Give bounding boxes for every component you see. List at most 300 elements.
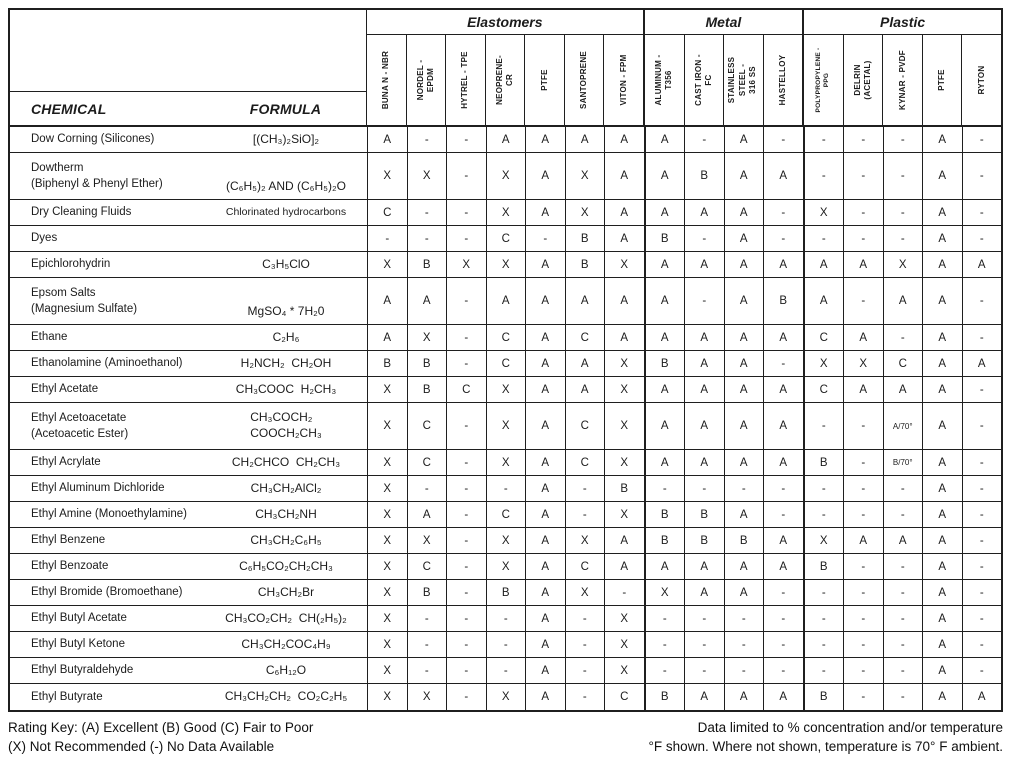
- rating-cell: -: [843, 554, 883, 579]
- rating-cell: A: [922, 252, 962, 277]
- formula-text: CH₃CH₂COC₄H₉: [241, 636, 331, 651]
- rating-cell: A: [922, 153, 962, 199]
- rating-cell: -: [446, 632, 486, 657]
- rating-cell: -: [684, 127, 724, 152]
- chemical-name: Ethyl Butyl Acetate: [31, 612, 127, 625]
- rating-cell: B: [644, 351, 685, 376]
- rating-cell: A: [763, 325, 803, 350]
- formula-text: C₆H₁₂O: [265, 662, 307, 677]
- rating-cell: A: [684, 200, 724, 225]
- rating-cell: C: [446, 377, 486, 402]
- rating-cell: -: [962, 658, 1002, 683]
- group-header-elastomers: Elastomers: [467, 14, 543, 30]
- rating-cell: A: [724, 252, 764, 277]
- rating-cell: A: [525, 476, 565, 501]
- rating-cell: A: [724, 127, 764, 152]
- chemical-name: Ethyl Butyrate: [31, 690, 103, 703]
- rating-cell: A: [922, 658, 962, 683]
- rating-cell: -: [565, 502, 605, 527]
- formula-text: CH₃CH₂CH₂ CO₂C₂H₅: [224, 689, 348, 704]
- formula-text: C₃H₅ClO: [262, 256, 310, 271]
- column-header-text: HYTREL - TPE: [460, 51, 470, 109]
- rating-cell: -: [446, 127, 486, 152]
- rating-cell: A: [843, 377, 883, 402]
- rating-cell: C: [407, 450, 447, 475]
- rating-cell: A: [644, 127, 685, 152]
- chemical-formula: [205, 658, 367, 683]
- rating-cell: -: [843, 658, 883, 683]
- rating-cell: -: [446, 606, 486, 631]
- chemical-formula: [205, 632, 367, 657]
- rating-cell: -: [684, 476, 724, 501]
- rating-cell: X: [486, 684, 526, 710]
- rating-cell: -: [883, 476, 923, 501]
- rating-cell: C: [565, 450, 605, 475]
- rating-cell: -: [407, 658, 447, 683]
- rating-cell: A: [883, 377, 923, 402]
- rating-cell: -: [843, 200, 883, 225]
- table-row: [10, 200, 1001, 226]
- rating-cell: -: [684, 278, 724, 324]
- rating-cell: X: [604, 252, 644, 277]
- rating-cell: -: [803, 127, 844, 152]
- rating-cell: B: [684, 153, 724, 199]
- rating-cell: A: [843, 252, 883, 277]
- rating-cell: X: [486, 554, 526, 579]
- rating-cell: -: [962, 200, 1002, 225]
- column-header-hytrel-tpe: [445, 35, 485, 125]
- compatibility-table: [8, 8, 1003, 712]
- table-row: [10, 554, 1001, 580]
- rating-cell: -: [843, 684, 883, 710]
- chemical-formula-cell: [10, 502, 367, 527]
- rating-cell: A: [367, 325, 407, 350]
- chemical-name: Ethyl Butyl Ketone: [31, 638, 125, 651]
- rating-cell: A: [367, 127, 407, 152]
- rating-cell: X: [604, 377, 644, 402]
- rating-cell: A: [644, 554, 685, 579]
- chemical-formula: [205, 554, 367, 579]
- rating-cell: -: [803, 502, 844, 527]
- chemical-formula-cell: [10, 127, 367, 152]
- chemical-formula-cell: [10, 377, 367, 402]
- formula-text: (C₆H₅)₂ AND (C₆H₅)₂O: [226, 179, 346, 194]
- column-header-cast-iron-fc: [684, 35, 724, 125]
- rating-key: [8, 719, 313, 757]
- material-group-row: [367, 10, 1001, 35]
- rating-cell: A: [724, 200, 764, 225]
- rating-cell: -: [565, 606, 605, 631]
- data-note: [649, 719, 1003, 757]
- rating-cell: X: [486, 252, 526, 277]
- rating-cell: X: [367, 502, 407, 527]
- rating-cell: B: [367, 351, 407, 376]
- rating-cell: A: [922, 377, 962, 402]
- rating-cell: A: [525, 200, 565, 225]
- rating-cell: C: [486, 502, 526, 527]
- rating-cell: C: [803, 325, 844, 350]
- rating-cell: -: [883, 153, 923, 199]
- rating-cell: -: [883, 226, 923, 251]
- table-header: [10, 10, 1001, 127]
- chemical-formula-cell: [10, 278, 367, 324]
- rating-cell: X: [486, 528, 526, 553]
- rating-cell: -: [883, 502, 923, 527]
- chemical-formula: [205, 450, 367, 475]
- rating-cell: A: [962, 684, 1002, 710]
- rating-cell: B: [803, 450, 844, 475]
- rating-cell: -: [724, 658, 764, 683]
- rating-cell: -: [803, 476, 844, 501]
- rating-cell: -: [446, 226, 486, 251]
- formula-column-label: FORMULA: [249, 100, 322, 117]
- rating-cell: B: [407, 377, 447, 402]
- rating-cell: -: [407, 632, 447, 657]
- chemical-formula: [205, 528, 367, 553]
- rating-cell: A: [922, 580, 962, 605]
- rating-cell: -: [644, 476, 685, 501]
- rating-cell: A: [525, 325, 565, 350]
- rating-cell: A: [604, 200, 644, 225]
- rating-cell: B: [644, 528, 685, 553]
- table-row: [10, 226, 1001, 252]
- rating-cell: A/70°: [883, 403, 923, 449]
- rating-cell: X: [486, 403, 526, 449]
- rating-cell: -: [962, 127, 1002, 152]
- rating-cell: A: [604, 153, 644, 199]
- rating-cell: -: [407, 226, 447, 251]
- rating-cell: -: [962, 226, 1002, 251]
- rating-cell: A: [565, 377, 605, 402]
- chemical-formula: [205, 684, 367, 710]
- rating-cell: B: [803, 684, 844, 710]
- rating-cell: A: [724, 684, 764, 710]
- rating-cell: A: [525, 528, 565, 553]
- rating-cell: X: [407, 684, 447, 710]
- chemical-formula-cell: [10, 476, 367, 501]
- rating-cell: B: [644, 684, 685, 710]
- rating-cell: -: [843, 403, 883, 449]
- rating-cell: A: [962, 252, 1002, 277]
- rating-cell: A: [684, 252, 724, 277]
- rating-cell: C: [604, 684, 644, 710]
- rating-cell: A: [565, 351, 605, 376]
- rating-cell: X: [604, 502, 644, 527]
- rating-cell: C: [565, 554, 605, 579]
- rating-cell: A: [922, 200, 962, 225]
- rating-cell: A: [922, 606, 962, 631]
- table-row: [10, 153, 1001, 200]
- rating-cell: C: [803, 377, 844, 402]
- table-row: [10, 127, 1001, 153]
- rating-cell: -: [407, 606, 447, 631]
- rating-cell: -: [763, 127, 803, 152]
- column-header-text: PTFE: [539, 69, 549, 91]
- chemical-formula-cell: [10, 403, 367, 449]
- rating-cell: A: [922, 351, 962, 376]
- formula-text: MgSO₄ * 7H₂0: [247, 304, 325, 319]
- rating-cell: -: [407, 476, 447, 501]
- rating-cell: -: [962, 403, 1002, 449]
- rating-cell: C: [367, 200, 407, 225]
- chemical-formula-cell: [10, 554, 367, 579]
- rating-columns-header: [367, 10, 1001, 125]
- rating-cell: -: [684, 226, 724, 251]
- rating-cell: A: [922, 528, 962, 553]
- rating-cell: B: [724, 528, 764, 553]
- rating-cell: X: [367, 476, 407, 501]
- column-header-buna-n-nbr: [367, 35, 406, 125]
- rating-cell: -: [962, 476, 1002, 501]
- rating-cell: -: [883, 554, 923, 579]
- rating-cell: -: [962, 632, 1002, 657]
- chemical-name: Ethyl Amine (Monoethylamine): [31, 508, 187, 521]
- rating-cell: X: [843, 351, 883, 376]
- rating-cell: -: [883, 684, 923, 710]
- chemical-name: Ethanolamine (Aminoethanol): [31, 357, 183, 370]
- rating-cell: A: [684, 325, 724, 350]
- rating-cell: A: [644, 450, 685, 475]
- chemical-name: Dyes: [31, 232, 58, 245]
- rating-cell: X: [367, 153, 407, 199]
- formula-text: [(CH₃)₂SiO]₂: [252, 131, 320, 146]
- chemical-name: Ethyl Bromide (Bromoethane): [31, 586, 183, 599]
- rating-cell: B: [407, 351, 447, 376]
- rating-cell: -: [962, 377, 1002, 402]
- chemical-formula: [205, 200, 367, 225]
- rating-cell: A: [684, 351, 724, 376]
- rating-cell: C: [407, 554, 447, 579]
- column-header-delrin-acetal: [843, 35, 883, 125]
- rating-cell: X: [486, 377, 526, 402]
- table-row: [10, 252, 1001, 278]
- rating-cell: A: [684, 684, 724, 710]
- column-header-text: STAINLESS STEEL - 316 SS: [727, 56, 758, 104]
- chemical-name: Epichlorohydrin: [31, 258, 111, 271]
- rating-cell: -: [724, 606, 764, 631]
- rating-cell: A: [803, 278, 844, 324]
- rating-cell: A: [525, 554, 565, 579]
- rating-cell: A: [763, 554, 803, 579]
- rating-cell: -: [763, 476, 803, 501]
- chemical-formula-cell: [10, 632, 367, 657]
- rating-cell: X: [367, 658, 407, 683]
- rating-cell: X: [803, 200, 844, 225]
- rating-cell: -: [803, 632, 844, 657]
- rating-cell: -: [644, 632, 685, 657]
- rating-cell: -: [843, 450, 883, 475]
- rating-cell: -: [446, 450, 486, 475]
- column-header-text: VITON - FPM: [618, 54, 628, 106]
- chemical-formula-cell: [10, 153, 367, 199]
- rating-cell: -: [763, 351, 803, 376]
- table-row: [10, 476, 1001, 502]
- page-footer: [8, 719, 1003, 757]
- rating-cell: -: [446, 325, 486, 350]
- rating-cell: X: [367, 252, 407, 277]
- rating-cell: A: [644, 377, 685, 402]
- rating-cell: -: [962, 502, 1002, 527]
- column-header-nordel-epdm: [406, 35, 446, 125]
- rating-cell: A: [367, 278, 407, 324]
- chemical-name: Epsom Salts (Magnesium Sulfate): [31, 286, 138, 315]
- rating-cell: A: [407, 502, 447, 527]
- rating-cell: -: [565, 476, 605, 501]
- chemical-name: Ethyl Acrylate: [31, 456, 101, 469]
- column-header-text: RYTON: [976, 65, 986, 95]
- formula-text: C₂H₆: [272, 329, 300, 344]
- rating-cell: B: [644, 226, 685, 251]
- rating-cell: -: [843, 502, 883, 527]
- rating-cell: A: [604, 528, 644, 553]
- chemical-formula-cell: [10, 606, 367, 631]
- rating-cell: -: [446, 528, 486, 553]
- formula-text: CH₃CO₂CH₂ CH(₂H₅)₂: [225, 610, 347, 625]
- rating-cell: B: [486, 580, 526, 605]
- rating-cell: -: [486, 606, 526, 631]
- rating-cell: X: [367, 632, 407, 657]
- rating-cell: C: [407, 403, 447, 449]
- column-header-text: HASTELLOY: [777, 54, 787, 106]
- column-header-text: CAST IRON - FC: [693, 54, 713, 106]
- rating-cell: A: [883, 528, 923, 553]
- rating-cell: -: [962, 450, 1002, 475]
- column-header-text: BUNA N - NBR: [381, 50, 391, 110]
- chemical-formula: [205, 502, 367, 527]
- material-column-row: [367, 35, 1001, 125]
- chemical-name: Ethyl Acetate: [31, 383, 99, 396]
- rating-cell: -: [565, 684, 605, 710]
- rating-cell: A: [525, 127, 565, 152]
- column-header-viton-fpm: [603, 35, 643, 125]
- rating-cell: A: [922, 502, 962, 527]
- formula-text: CH₃COCH₂ COOCH₂CH₃: [250, 410, 322, 440]
- rating-cell: -: [763, 502, 803, 527]
- rating-cell: B: [763, 278, 803, 324]
- table-row: [10, 606, 1001, 632]
- rating-cell: A: [407, 278, 447, 324]
- table-row: [10, 403, 1001, 450]
- rating-cell: A: [922, 278, 962, 324]
- rating-cell: X: [604, 606, 644, 631]
- rating-cell: -: [486, 658, 526, 683]
- rating-cell: A: [922, 476, 962, 501]
- rating-cell: C: [565, 325, 605, 350]
- rating-cell: -: [962, 606, 1002, 631]
- chemical-formula: [205, 606, 367, 631]
- rating-cell: A: [763, 684, 803, 710]
- rating-cell: A: [922, 554, 962, 579]
- rating-cell: A: [604, 278, 644, 324]
- rating-cell: A: [922, 127, 962, 152]
- rating-cell: -: [486, 476, 526, 501]
- rating-cell: A: [962, 351, 1002, 376]
- rating-cell: A: [724, 226, 764, 251]
- rating-cell: X: [604, 403, 644, 449]
- rating-cell: -: [724, 632, 764, 657]
- rating-cell: -: [962, 580, 1002, 605]
- rating-cell: B: [803, 554, 844, 579]
- rating-cell: -: [803, 658, 844, 683]
- rating-cell: A: [724, 278, 764, 324]
- rating-cell: -: [446, 476, 486, 501]
- rating-cell: A: [486, 127, 526, 152]
- group-header-plastic: Plastic: [802, 10, 1001, 34]
- rating-cell: -: [962, 528, 1002, 553]
- chemical-column-label: CHEMICAL: [31, 100, 107, 117]
- formula-text: CH₃COOC H₂CH₃: [235, 381, 337, 396]
- rating-cell: X: [407, 153, 447, 199]
- rating-cell: X: [565, 528, 605, 553]
- rating-cell: -: [446, 200, 486, 225]
- rating-cell: A: [724, 351, 764, 376]
- rating-cell: A: [604, 325, 644, 350]
- rating-cell: -: [407, 127, 447, 152]
- column-header-aluminum-t356: [643, 35, 684, 125]
- rating-cell: B: [604, 476, 644, 501]
- corner-label-row: [10, 91, 366, 125]
- rating-cell: -: [684, 606, 724, 631]
- formula-text: C₆H₅CO₂CH₂CH₃: [239, 558, 333, 573]
- rating-cell: -: [565, 632, 605, 657]
- formula-text: CH₃CH₂NH: [255, 506, 317, 521]
- column-header-hastelloy: [763, 35, 803, 125]
- rating-cell: -: [883, 658, 923, 683]
- rating-cell: X: [565, 153, 605, 199]
- rating-cell: A: [525, 606, 565, 631]
- header-corner: [10, 10, 367, 125]
- column-header-text: POLYPROPYLENE - PPG: [815, 47, 831, 113]
- data-note-line-2: °F shown. Where not shown, temperature is 70° F ambient.: [648, 738, 1003, 754]
- rating-cell: -: [803, 403, 844, 449]
- rating-cell: -: [843, 278, 883, 324]
- rating-cell: A: [684, 377, 724, 402]
- rating-cell: A: [525, 351, 565, 376]
- rating-cell: -: [803, 226, 844, 251]
- chemical-formula: [205, 278, 367, 324]
- rating-cell: B: [407, 252, 447, 277]
- rating-cell: A: [604, 127, 644, 152]
- rating-cell: A: [525, 580, 565, 605]
- rating-cell: B: [407, 580, 447, 605]
- rating-cell: -: [883, 200, 923, 225]
- rating-cell: A: [525, 403, 565, 449]
- column-header-santoprene: [564, 35, 604, 125]
- rating-cell: -: [843, 632, 883, 657]
- rating-cell: X: [367, 528, 407, 553]
- chemical-name: Ethyl Butyraldehyde: [31, 664, 134, 677]
- rating-cell: -: [843, 226, 883, 251]
- rating-cell: C: [486, 226, 526, 251]
- rating-cell: -: [843, 580, 883, 605]
- rating-cell: -: [962, 554, 1002, 579]
- chemical-formula: [205, 325, 367, 350]
- chemical-formula-cell: [10, 658, 367, 683]
- rating-cell: -: [446, 278, 486, 324]
- rating-cell: -: [644, 658, 685, 683]
- column-header-text: NEOPRENE- CR: [494, 55, 514, 105]
- rating-cell: A: [724, 403, 764, 449]
- rating-cell: -: [962, 278, 1002, 324]
- table-row: [10, 502, 1001, 528]
- formula-text: CH₃CH₂Br: [257, 584, 315, 599]
- rating-cell: A: [644, 252, 685, 277]
- chemical-formula-cell: [10, 252, 367, 277]
- rating-cell: X: [486, 450, 526, 475]
- rating-cell: X: [604, 658, 644, 683]
- rating-cell: A: [525, 153, 565, 199]
- rating-cell: A: [525, 278, 565, 324]
